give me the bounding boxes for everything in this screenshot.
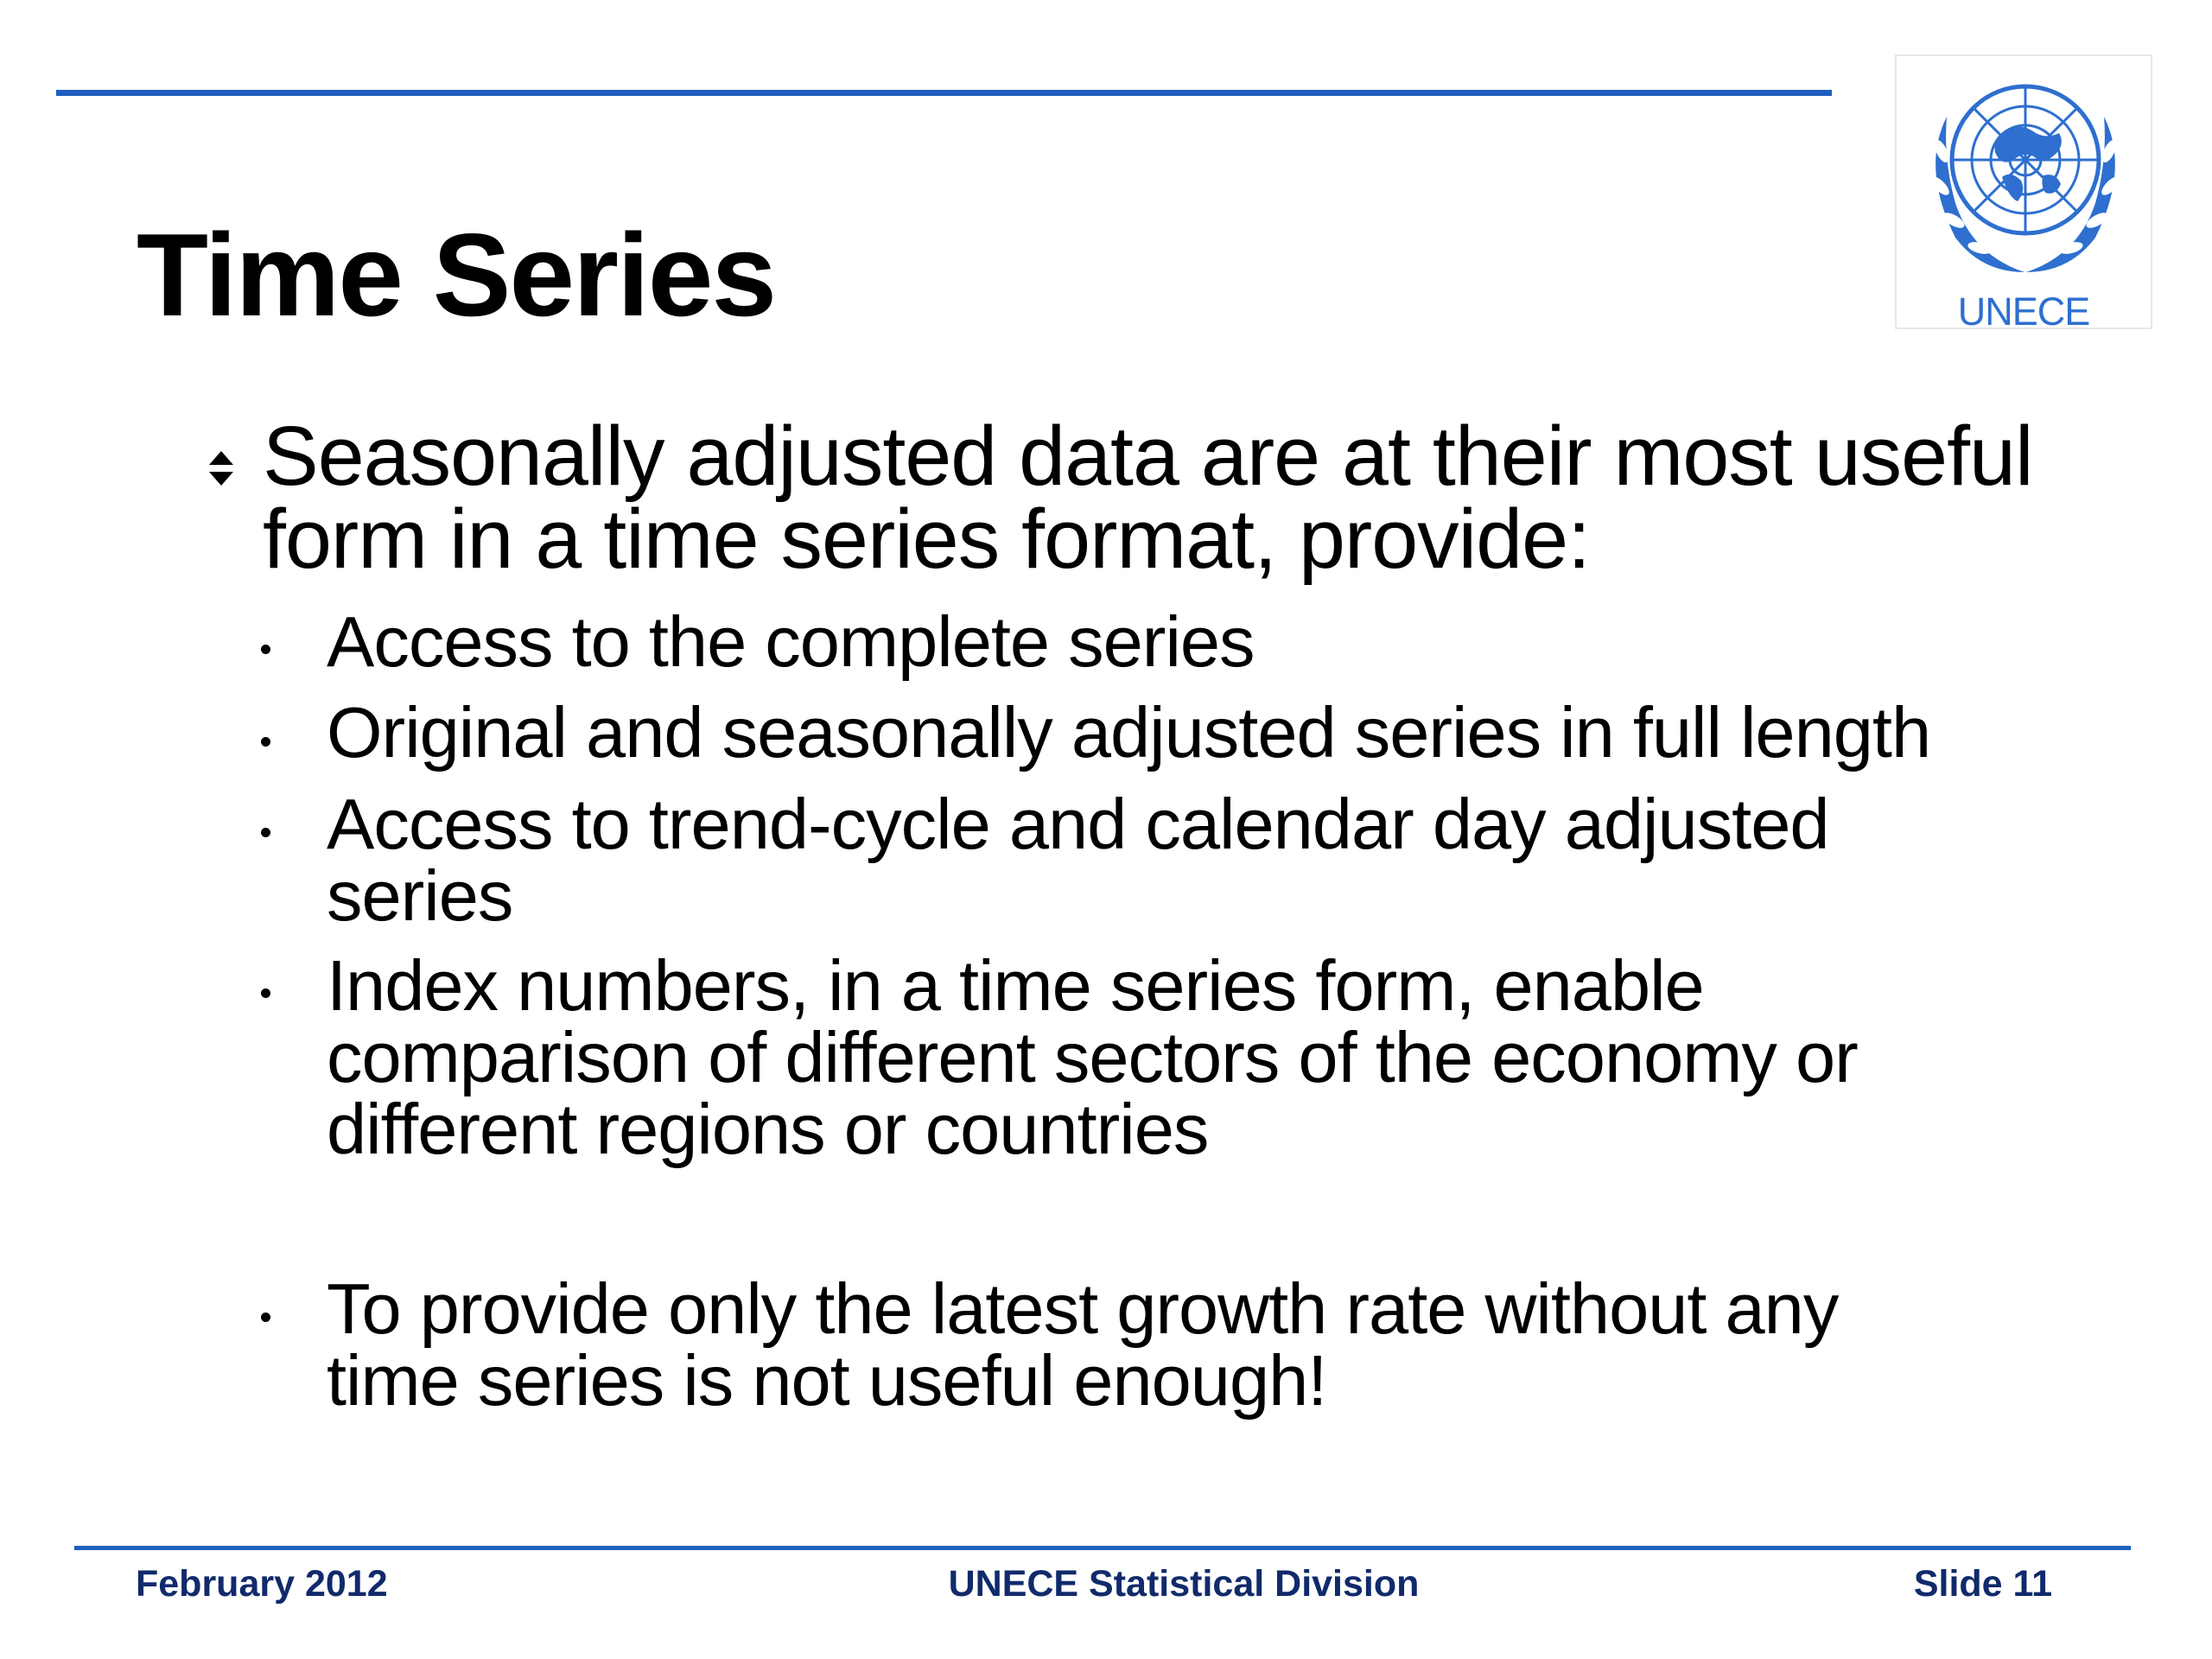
bullet-item: Index numbers, in a time series form, enable comparison of different sectors of the economy or different regions or countries <box>327 945 1858 1169</box>
bullet-item: Access to trend-cycle and calendar day adjusted series <box>327 784 1829 936</box>
bullet-item: To provide only the latest growth rate without any time series is not useful enough! <box>327 1268 1839 1421</box>
slide-title: Time Series <box>137 209 776 340</box>
bullet-item: Original and seasonally adjusted series in full length <box>327 692 1931 772</box>
dot-bullet-icon <box>261 1313 270 1322</box>
dot-bullet-icon <box>261 988 270 998</box>
logo-text: UNECE <box>1957 289 2090 334</box>
diamond-bullet-icon <box>204 448 238 491</box>
dot-bullet-icon <box>261 737 270 747</box>
dot-bullet-icon <box>261 645 270 654</box>
footer-organization: UNECE Statistical Division <box>948 1563 1420 1605</box>
dot-bullet-icon <box>261 828 270 837</box>
top-rule <box>56 90 1832 96</box>
bottom-rule <box>74 1546 2131 1550</box>
lead-paragraph: Seasonally adjusted data are at their most useful form in a time series format, provide: <box>263 409 2033 586</box>
footer-date: February 2012 <box>136 1563 388 1605</box>
footer-slide-number: Slide 11 <box>1913 1563 2052 1605</box>
bullet-item: Access to the complete series <box>327 601 1255 682</box>
unece-logo <box>1895 54 2152 334</box>
